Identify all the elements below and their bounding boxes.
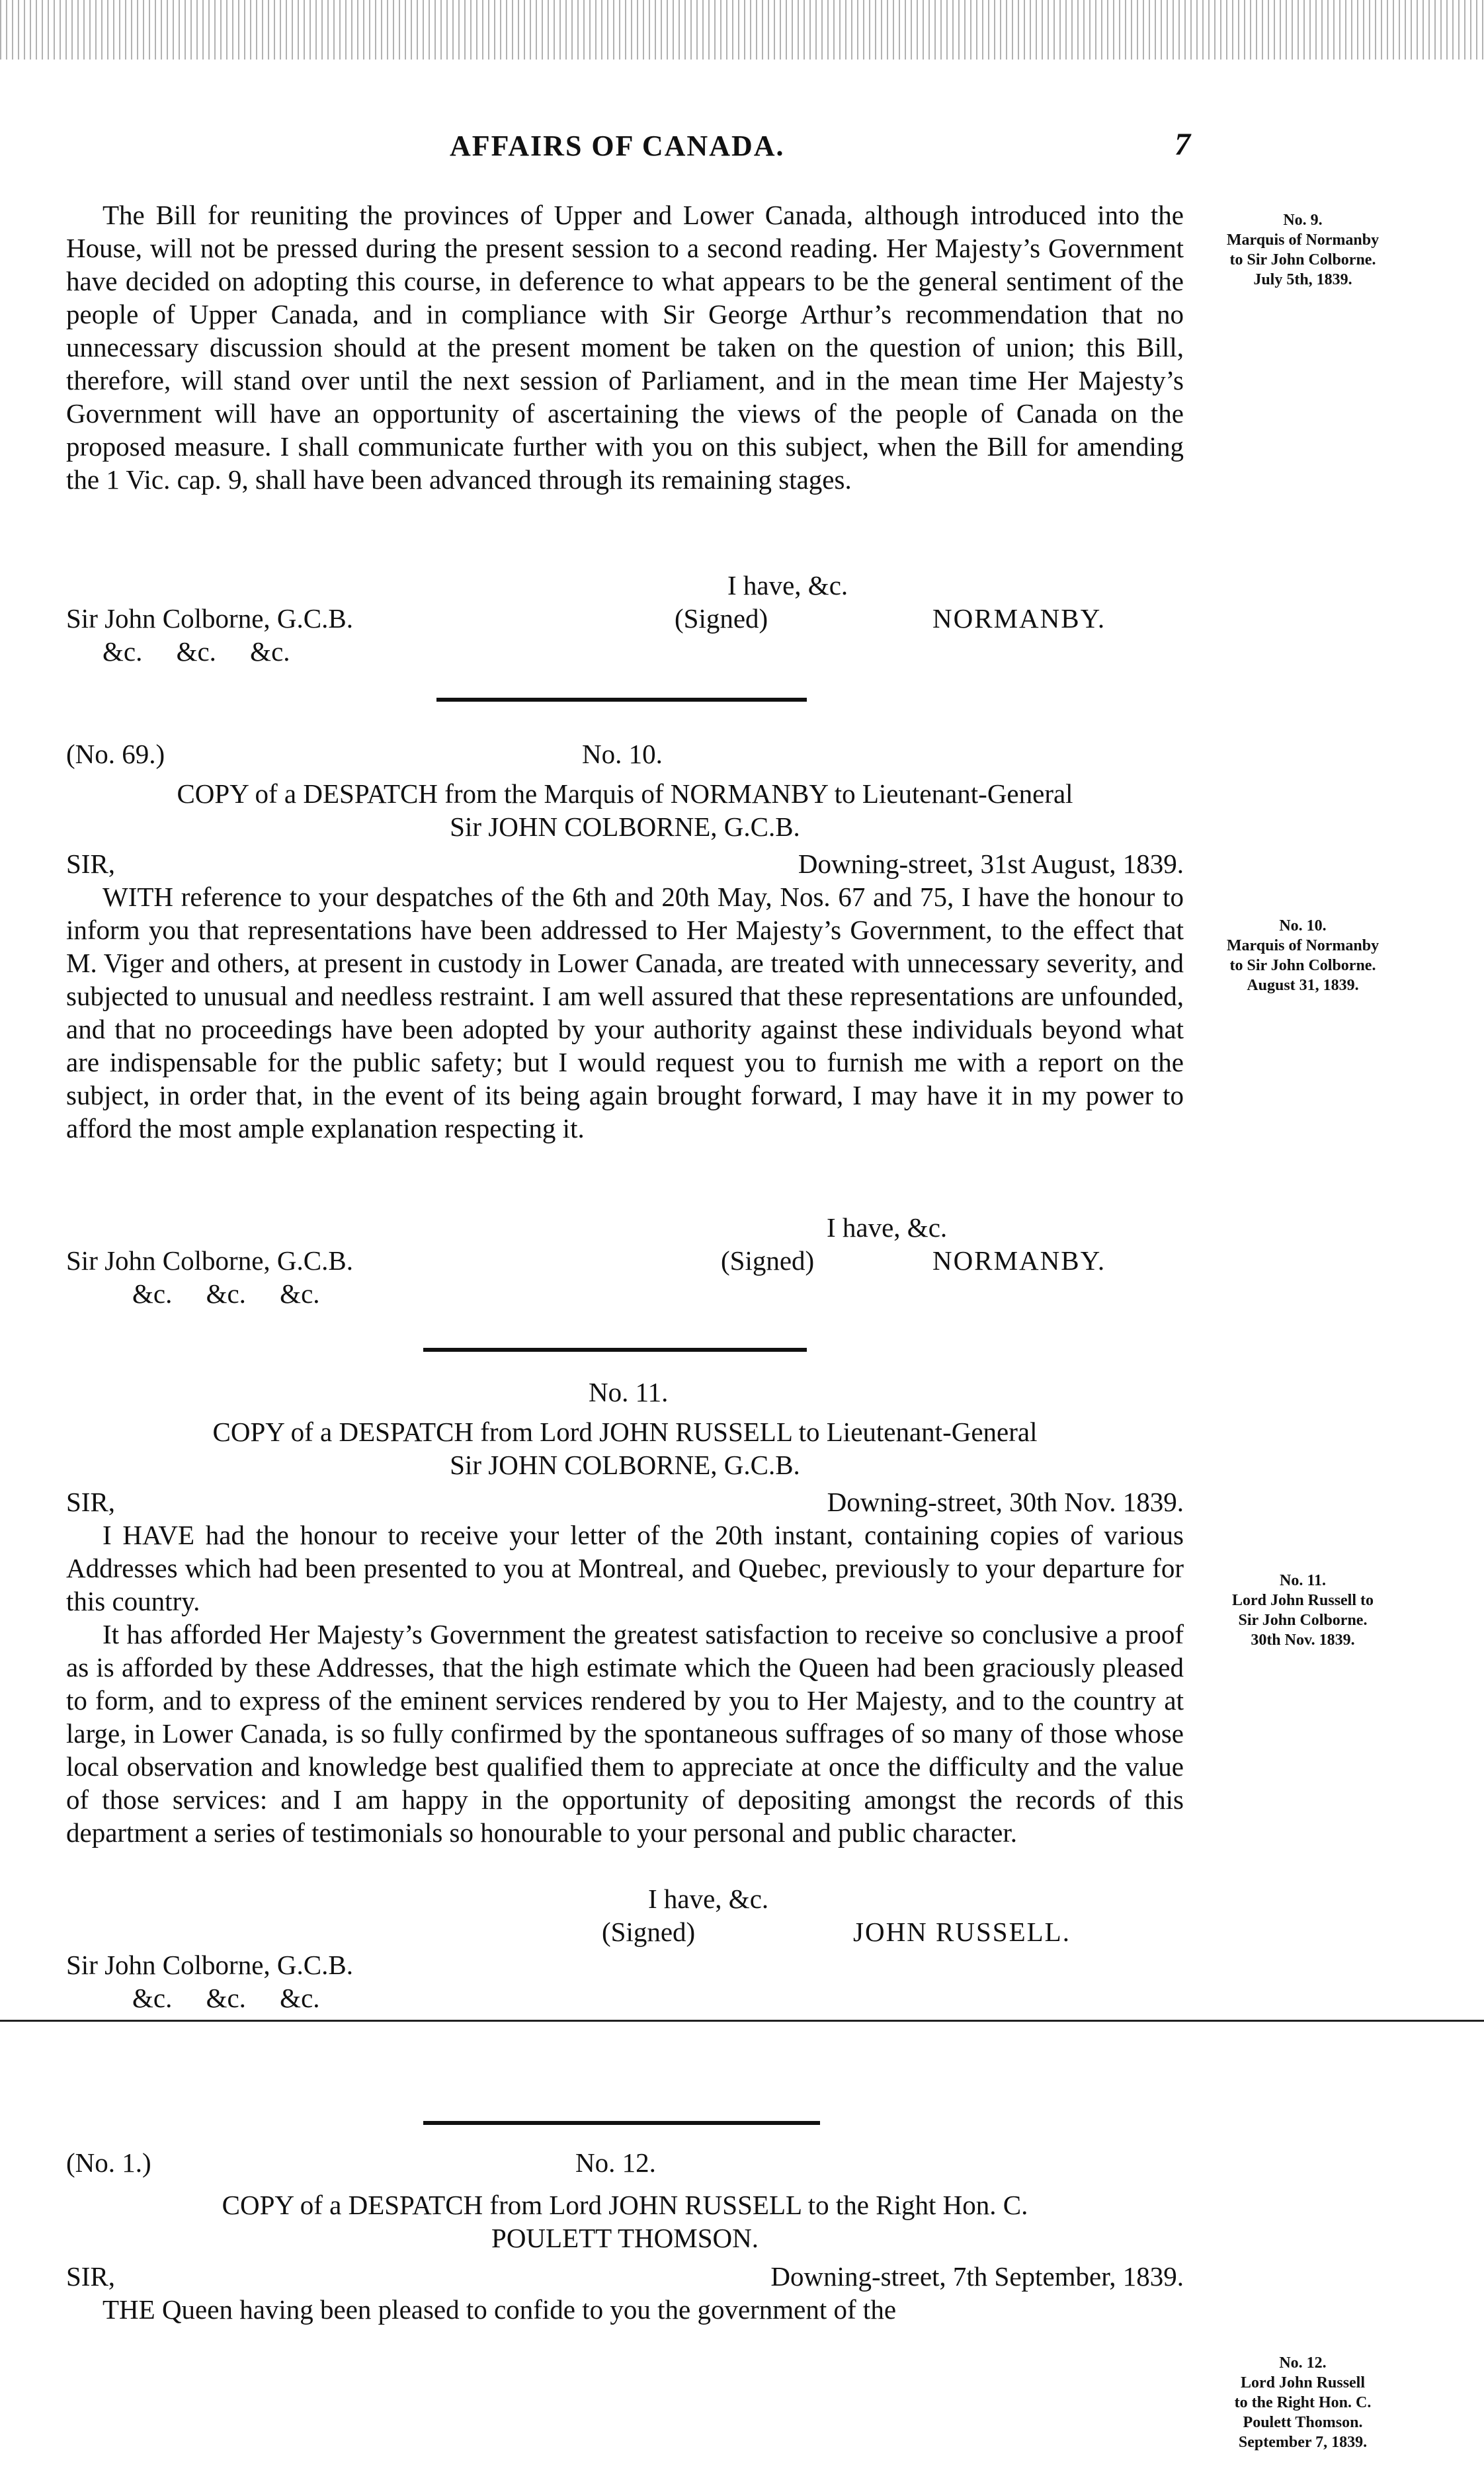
margin-note-line: Lord John Russell to <box>1231 1592 1374 1609</box>
despatch-no-11 <box>66 1376 1184 2014</box>
despatch-11-signature-row <box>66 1915 1184 1948</box>
margin-note-line: Sir John Colborne. <box>1238 1612 1368 1629</box>
margin-note-line: to Sir John Colborne. <box>1229 957 1376 974</box>
despatch-9-paragraph: The Bill for reuniting the provinces of Upper and Lower Canada, although introduced into the House, will not be pressed during the present session to a second reading. Her Majesty’s Government have decided on adopting this course, in deference to what appears to be the general sentiment of the people of Upper Canada, and in compliance with Sir George Arthur’s recommendation that no unnecessary discussion should at the present moment be taken on the question of union; this Bill, therefore, will stand over until the next session of Parliament, and in the mean time Her Majesty’s Government will have an opportunity of ascertaining the views of the people of Canada on the proposed measure. I shall communicate further with you on this subject, when the Bill for amending the 1 Vic. cap. 9, shall have been advanced through its remaining stages. <box>66 200 1184 495</box>
title-line-2: Sir JOHN COLBORNE, G.C.B. <box>450 1450 800 1480</box>
signature: JOHN RUSSELL. <box>853 1917 1071 1947</box>
margin-note-line: to the Right Hon. C. <box>1234 2394 1372 2411</box>
despatch-number: No. 10. <box>582 739 663 769</box>
margin-note-line: Lord John Russell <box>1240 2374 1366 2391</box>
title-line-2: POULETT THOMSON. <box>491 2223 759 2253</box>
despatch-9-closing-row <box>66 569 1184 602</box>
closing: I have, &c. <box>827 1212 948 1243</box>
signature: NORMANBY. <box>932 1245 1106 1276</box>
page-number: 7 <box>1175 127 1190 162</box>
margin-note-line: No. 11. <box>1279 1572 1326 1589</box>
margin-note-line: Poulett Thomson. <box>1243 2414 1363 2431</box>
addressee-etc: &c. &c. &c. <box>132 1278 320 1309</box>
despatch-10-signature-row <box>66 1244 1184 1277</box>
section-divider <box>423 2121 820 2125</box>
despatch-ref: (No. 69.) <box>66 739 165 769</box>
despatch-11-paragraph-2: It has afforded Her Majesty’s Government the greatest satisfaction to receive so conclusive a proof as is afforded by these Addresses, that the high estimate which the Queen had been graciously pleased to form, and to express of the eminent services rendered by you to Her Majesty, and to the country at large, in Lower Canada, is so fully confirmed by the spontaneous suffrages of so many of those whose local observation and knowledge best qualified them to appreciate at once the difficulty and the value of those services: and I am happy in the opportunity of depositing amongst the records of this department a series of testimonials so honourable to your personal and public character. <box>66 1619 1184 1848</box>
signature: NORMANBY. <box>932 603 1106 634</box>
despatch-9-signature-row <box>66 602 1184 635</box>
margin-note-line: September 7, 1839. <box>1238 2434 1368 2451</box>
addressee: Sir John Colborne, G.C.B. <box>66 1950 353 1980</box>
signed-label: (Signed) <box>602 1917 696 1947</box>
margin-note-9 <box>1190 210 1415 290</box>
scan-crease-line <box>0 2020 1484 2022</box>
section-divider <box>436 698 807 702</box>
addressee: Sir John Colborne, G.C.B. <box>66 1245 353 1276</box>
despatch-number: No. 11. <box>589 1377 669 1407</box>
addressee-etc: &c. &c. &c. <box>132 1983 320 2013</box>
signed-label: (Signed) <box>675 603 768 634</box>
despatch-no-9 <box>66 198 1184 668</box>
title-line-1: COPY of a DESPATCH from Lord JOHN RUSSELL to Lieutenant-General <box>212 1417 1038 1447</box>
despatch-11-etc-row <box>66 1981 1184 2014</box>
margin-note-line: No. 9. <box>1283 212 1323 229</box>
scan-noise-top <box>0 0 1484 60</box>
despatch-12-paragraph: THE Queen having been pleased to confide to you the government of the <box>103 2294 897 2325</box>
despatch-ref: (No. 1.) <box>66 2147 151 2178</box>
margin-note-line: 30th Nov. 1839. <box>1251 1632 1355 1649</box>
margin-note-11 <box>1190 1571 1415 1650</box>
despatch-11-title <box>66 1415 1184 1481</box>
despatch-12-title <box>66 2188 1184 2255</box>
despatch-10-number-row <box>66 737 1184 770</box>
despatch-12-number-row <box>66 2146 1184 2179</box>
despatch-10-title <box>66 777 1184 843</box>
salutation: SIR, <box>66 2261 116 2292</box>
despatch-11-number-row <box>66 1376 1184 1409</box>
margin-note-12 <box>1190 2353 1415 2452</box>
closing: I have, &c. <box>727 570 848 601</box>
despatch-no-10 <box>66 737 1184 1310</box>
dateline: Downing-street, 7th September, 1839. <box>770 2261 1184 2292</box>
salutation: SIR, <box>66 849 116 879</box>
dateline: Downing-street, 31st August, 1839. <box>798 849 1184 879</box>
margin-note-line: August 31, 1839. <box>1247 977 1359 994</box>
despatch-11-closing-row <box>66 1882 1184 1915</box>
margin-note-line: No. 10. <box>1279 917 1327 934</box>
running-title: AFFAIRS OF CANADA. <box>450 130 785 162</box>
margin-note-line: Marquis of Normanby <box>1226 231 1380 249</box>
dateline: Downing-street, 30th Nov. 1839. <box>827 1487 1184 1517</box>
despatch-no-12 <box>66 2146 1184 2326</box>
despatch-11-addressee-row <box>66 1948 1184 1981</box>
despatch-number: No. 12. <box>575 2147 656 2178</box>
margin-note-line: to Sir John Colborne. <box>1229 251 1376 269</box>
despatch-10-dateline-row <box>66 847 1184 880</box>
despatch-10-etc-row <box>66 1277 1184 1310</box>
addressee: Sir John Colborne, G.C.B. <box>66 603 353 634</box>
margin-note-line: No. 12. <box>1279 2354 1327 2372</box>
title-line-2: Sir JOHN COLBORNE, G.C.B. <box>450 811 800 842</box>
despatch-10-paragraph: WITH reference to your despatches of the 6th and 20th May, Nos. 67 and 75, I have the honour to inform you that representations have been addressed to Her Majesty’s Government, to the effect that M. Viger and others, at present in custody in Lower Canada, are treated with unnecessary severity, and subjected to unusual and needless restraint. I am well assured that these representations are unfounded, and that no proceedings have been adopted by your authority against these individuals beyond what are indispensable for the public safety; but I would request you to furnish me with a report on the subject, in order that, in the event of its being again brought forward, I may have it in my power to afford the most ample explanation respecting it. <box>66 882 1184 1143</box>
signed-label: (Signed) <box>721 1245 815 1276</box>
margin-note-10 <box>1190 916 1415 995</box>
despatch-10-closing-row <box>66 1211 1184 1244</box>
page-header <box>450 129 1190 175</box>
title-line-1: COPY of a DESPATCH from the Marquis of NORMANBY to Lieutenant-General <box>177 778 1073 809</box>
addressee-etc: &c. &c. &c. <box>103 636 290 667</box>
despatch-9-etc-row <box>66 635 1184 668</box>
closing: I have, &c. <box>648 1884 769 1914</box>
margin-note-line: July 5th, 1839. <box>1253 271 1352 288</box>
section-divider <box>423 1348 807 1352</box>
title-line-1: COPY of a DESPATCH from Lord JOHN RUSSELL to the Right Hon. C. <box>222 2190 1028 2220</box>
margin-note-line: Marquis of Normanby <box>1226 937 1380 954</box>
despatch-11-paragraph-1: I HAVE had the honour to receive your letter of the 20th instant, containing copies of various Addresses which had been presented to you at Montreal, and Quebec, previously to your departure for this country. <box>66 1520 1184 1616</box>
despatch-11-dateline-row <box>66 1485 1184 1518</box>
despatch-12-dateline-row <box>66 2260 1184 2293</box>
salutation: SIR, <box>66 1487 116 1517</box>
